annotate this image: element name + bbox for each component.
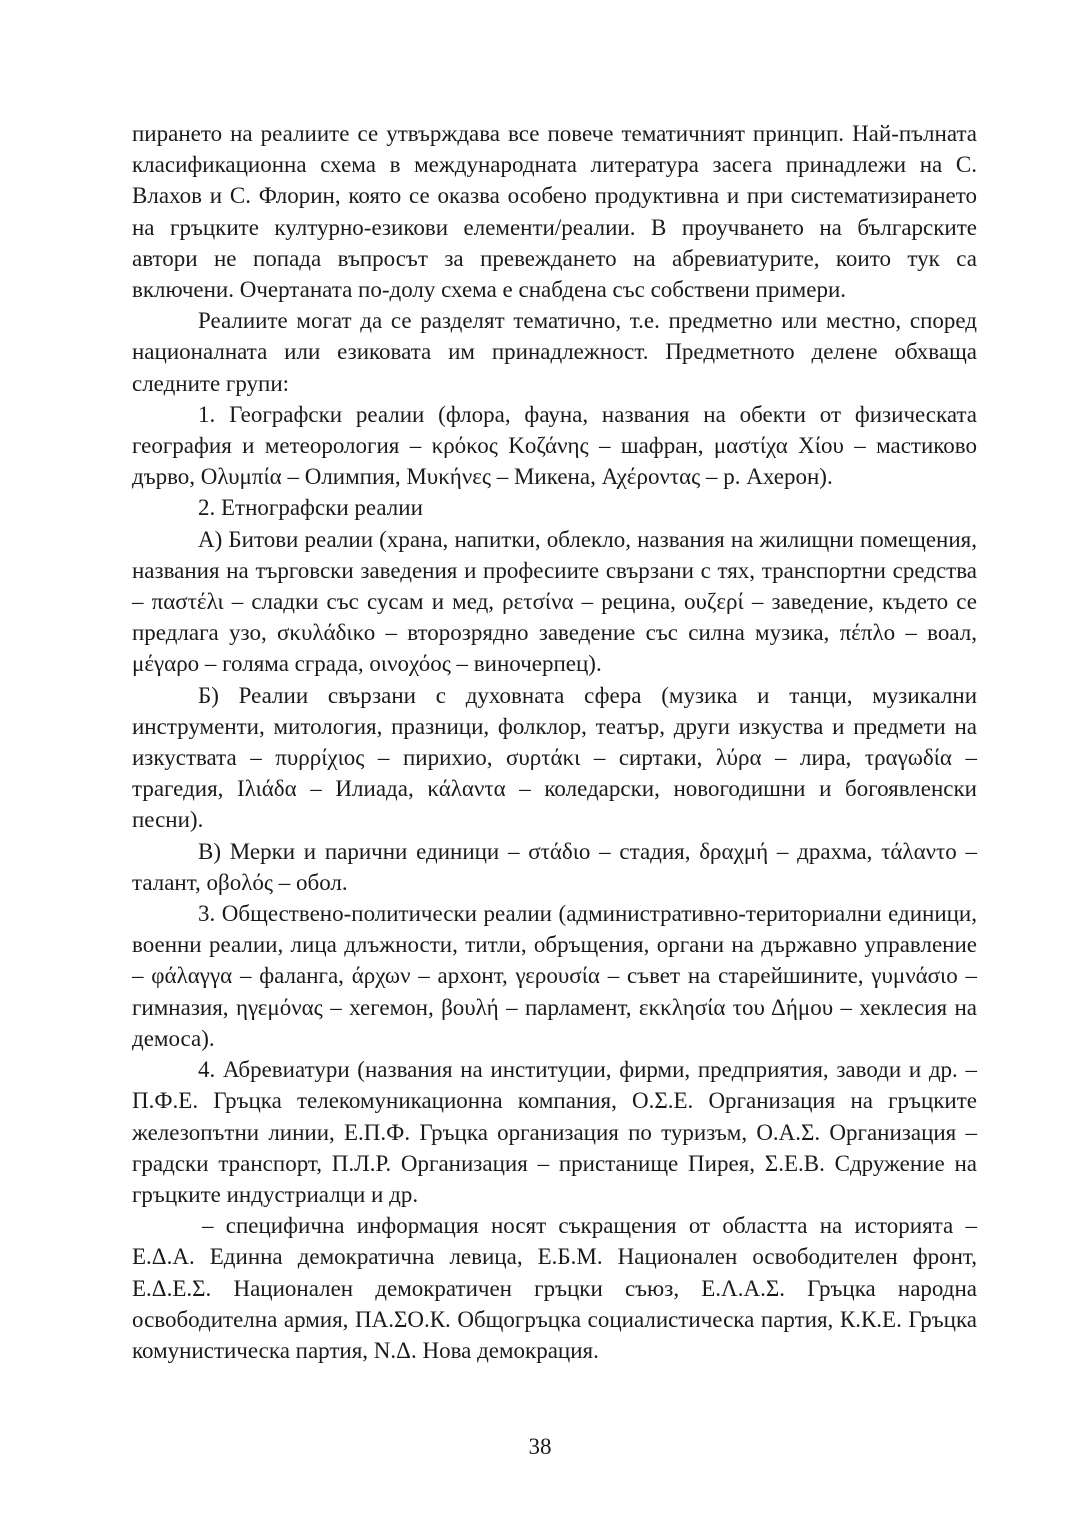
paragraph-ethnographic-heading: 2. Етнографски реалии — [198, 495, 423, 521]
paragraph-household-realia: А) Битови реалии (храна, напитки, облекло, названия на жилищни помещения, названия на търговски заведения и професиите свързани с тях, транспортни средства – παστέλι – сладки със сусам и мед, ρετσίνα – рецина, ουζερί – заведение, където се предлага узо, σκυλάδικο – второзрядно заведение със силна музика, πέπλο – воал, μέγαρο – голяма сграда, οινοχόος – виночерпец). — [132, 526, 977, 677]
paragraph-historical-abbreviations: – специфична информация носят съкращения от областта на историята – Е.Δ.А. Единна демократична левица, Е.Б.М. Национален освободителен фронт, Е.Δ.Е.Σ. Национален демократичен гръцки съюз, Е.Λ.А.Σ. Гръцка народна освободителна армия, ПА.ΣО.К. Общогръцка социалистическа партия, К.К.Е. Гръцка комунистическа партия, N.Δ. Нова демокрация. — [132, 1213, 977, 1363]
page-number: 38 — [528, 1434, 552, 1459]
paragraph-abbreviations: 4. Абревиатури (названия на институции, фирми, предприятия, заводи и др. – П.Ф.Е. Гръцка телекомуникационна компания, О.Σ.Е. Организация на гръцките железопътни линии, Е.П.Ф. Гръцка организация по туризъм, О.А.Σ. Организация – градски транспорт, П.Л.Р. Организация – пристанище Пирея, Σ.Е.В. Сдружение на гръцките индустриалци и др. — [132, 1057, 977, 1207]
paragraph-measures-realia: В) Мерки и парични единици – στάδιο – стадия, δραχμή – драхма, τάλαντο – талант, οβολός – обол. — [132, 838, 977, 895]
paragraph-sociopolitical-realia: 3. Обществено-политически реалии (административно-териториални единици, военни реалии, лица длъжности, титли, обръщения, органи на държавно управление – φάλαγγα – фаланга, άρχων – архонт, γερουσία – съвет на старейшините, γυμνάσιο – гимназия, ηγεμόνας – хегемон, βουλή – парламент, εκκλησία του Δήμου – хеклесия на демоса). — [132, 901, 977, 1051]
paragraph-spiritual-realia: Б) Реалии свързани с духовната сфера (музика и танци, музикални инструменти, митология, празници, фолклор, театър, други изкуства и предмети на изкуствата – πυρρίχιος – пирихио, συρτάκι – сиртаки, λύρα – лира, τραγωδία – трагедия, Ιλιάδα – Илиада, κάλαντα – коледарски, новогодишни и богоявленски песни). — [132, 682, 977, 833]
paragraph-geographic-realia: 1. Географски реалии (флора, фауна, названия на обекти от физическата география и метеорология – κρόκος Κοζάνης – шафран, μαστίχα Χίου – мастиково дърво, Ολυμπία – Олимпия, Μυκήνες – Микена, Αχέροντας – р. Ахерон). — [132, 401, 977, 490]
paragraph-intro-continued: пирането на реалиите се утвърждава все повече тематичният принцип. Най-пълната класификационна схема в международната литература засега принадлежи на С. Влахов и С. Флорин, която се оказва особено продуктивна и при систематизирането на гръцките културно-езикови елементи/реалии. В проучването на българските автори не попада въпросът за превеждането на абревиатурите, които тук са включени. Очертаната по-долу схема е снабдена със собствени примери. — [132, 121, 977, 303]
paragraph-realia-division: Реалиите могат да се разделят тематично, т.е. предметно или местно, според националната или езиковата им принадлежност. Предметното делене обхваща следните групи: — [132, 308, 977, 396]
page-body — [132, 118, 977, 1366]
